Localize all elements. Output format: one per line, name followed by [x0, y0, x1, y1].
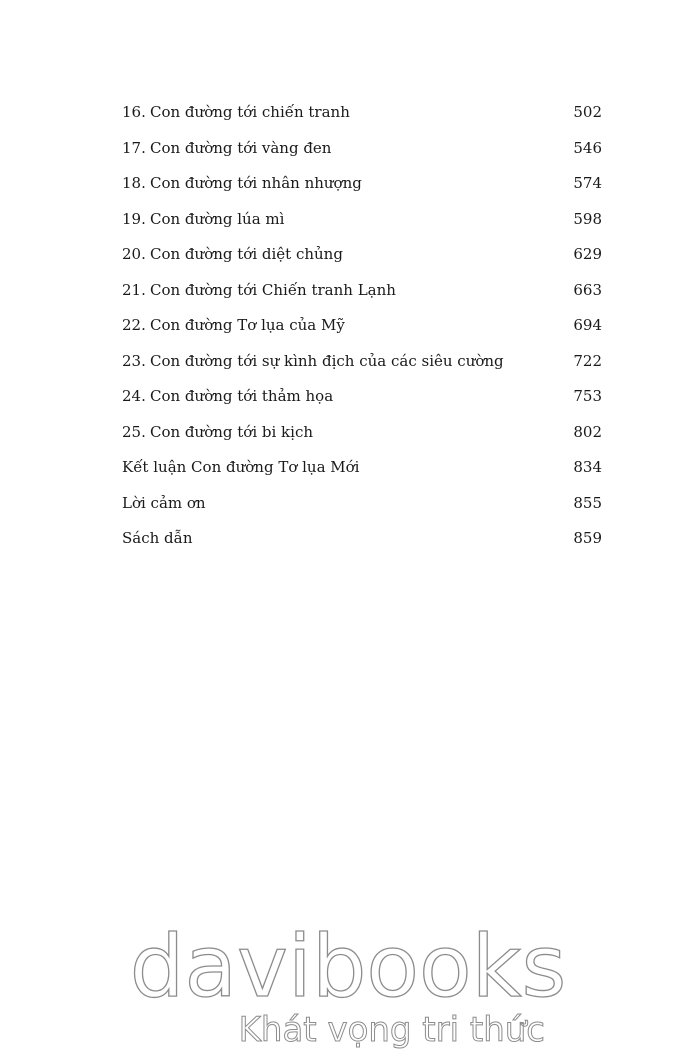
page-number: 859 — [573, 529, 602, 547]
page-number: 546 — [573, 138, 602, 157]
page-number: 834 — [573, 458, 602, 476]
chapter-title: Con đường tới sự kình địch của các siêu cường — [150, 351, 504, 370]
chapter-title: Con đường Tơ lụa của Mỹ — [150, 316, 345, 334]
publisher-logo-graphic — [0, 920, 700, 1053]
toc-entry — [122, 276, 602, 312]
toc-entry-label — [122, 276, 396, 304]
chapter-title: Con đường tới nhân nhượng — [150, 174, 362, 192]
page-number: 663 — [573, 280, 602, 299]
chapter-number: 18. — [122, 174, 146, 192]
table-of-contents — [122, 98, 602, 560]
toc-entry — [122, 382, 602, 418]
toc-back-matter-entry — [122, 489, 602, 525]
toc-entry — [122, 311, 602, 347]
page-number: 855 — [573, 493, 602, 512]
toc-entry-label — [122, 382, 333, 410]
chapter-title: Con đường tới bi kịch — [150, 422, 314, 441]
page-number: 629 — [573, 245, 602, 263]
toc-entry — [122, 169, 602, 205]
chapter-number: 16. — [122, 103, 146, 121]
page-number: 694 — [573, 316, 602, 334]
chapter-number: 21. — [122, 280, 146, 299]
chapter-number: 23. — [122, 351, 146, 370]
toc-back-matter-entry — [122, 453, 602, 489]
logo-brand-text: davibooks — [129, 920, 567, 1017]
toc-entry-label — [122, 98, 350, 126]
chapter-number: 17. — [122, 138, 146, 157]
toc-entry-label — [122, 134, 331, 162]
chapter-number: 24. — [122, 387, 146, 405]
toc-entry-label — [122, 205, 284, 233]
chapter-number: 22. — [122, 316, 146, 334]
page-number: 502 — [573, 103, 602, 121]
toc-entry — [122, 205, 602, 241]
chapter-title: Con đường tới chiến tranh — [150, 103, 350, 121]
page-number: 598 — [573, 209, 602, 228]
chapter-number: 19. — [122, 209, 146, 228]
back-matter-title: Lời cảm ơn — [122, 493, 206, 512]
back-matter-title: Kết luận Con đường Tơ lụa Mới — [122, 458, 360, 476]
toc-entry — [122, 134, 602, 170]
toc-entry-label — [122, 418, 313, 446]
page-number: 802 — [573, 422, 602, 441]
toc-entry-label — [122, 311, 345, 339]
toc-entry-label — [122, 169, 362, 197]
toc-entry — [122, 240, 602, 276]
page-number: 753 — [573, 387, 602, 405]
chapter-title: Con đường lúa mì — [150, 209, 285, 228]
back-matter-title: Sách dẫn — [122, 529, 193, 547]
page-number: 722 — [573, 351, 602, 370]
chapter-title: Con đường tới Chiến tranh Lạnh — [150, 280, 396, 299]
chapter-title: Con đường tới vàng đen — [150, 138, 332, 157]
toc-entry — [122, 347, 602, 383]
chapter-number: 20. — [122, 245, 146, 263]
publisher-logo — [0, 920, 700, 1053]
toc-entry — [122, 418, 602, 454]
chapter-number: 25. — [122, 422, 146, 441]
logo-tagline-text: Khát vọng tri thức — [238, 1010, 545, 1050]
toc-back-matter-entry — [122, 524, 602, 560]
toc-entry-label — [122, 347, 504, 375]
chapter-title: Con đường tới thảm họa — [150, 387, 334, 405]
page-number: 574 — [573, 174, 602, 192]
toc-entry — [122, 98, 602, 134]
chapter-title: Con đường tới diệt chủng — [150, 245, 343, 263]
toc-entry-label — [122, 240, 343, 268]
